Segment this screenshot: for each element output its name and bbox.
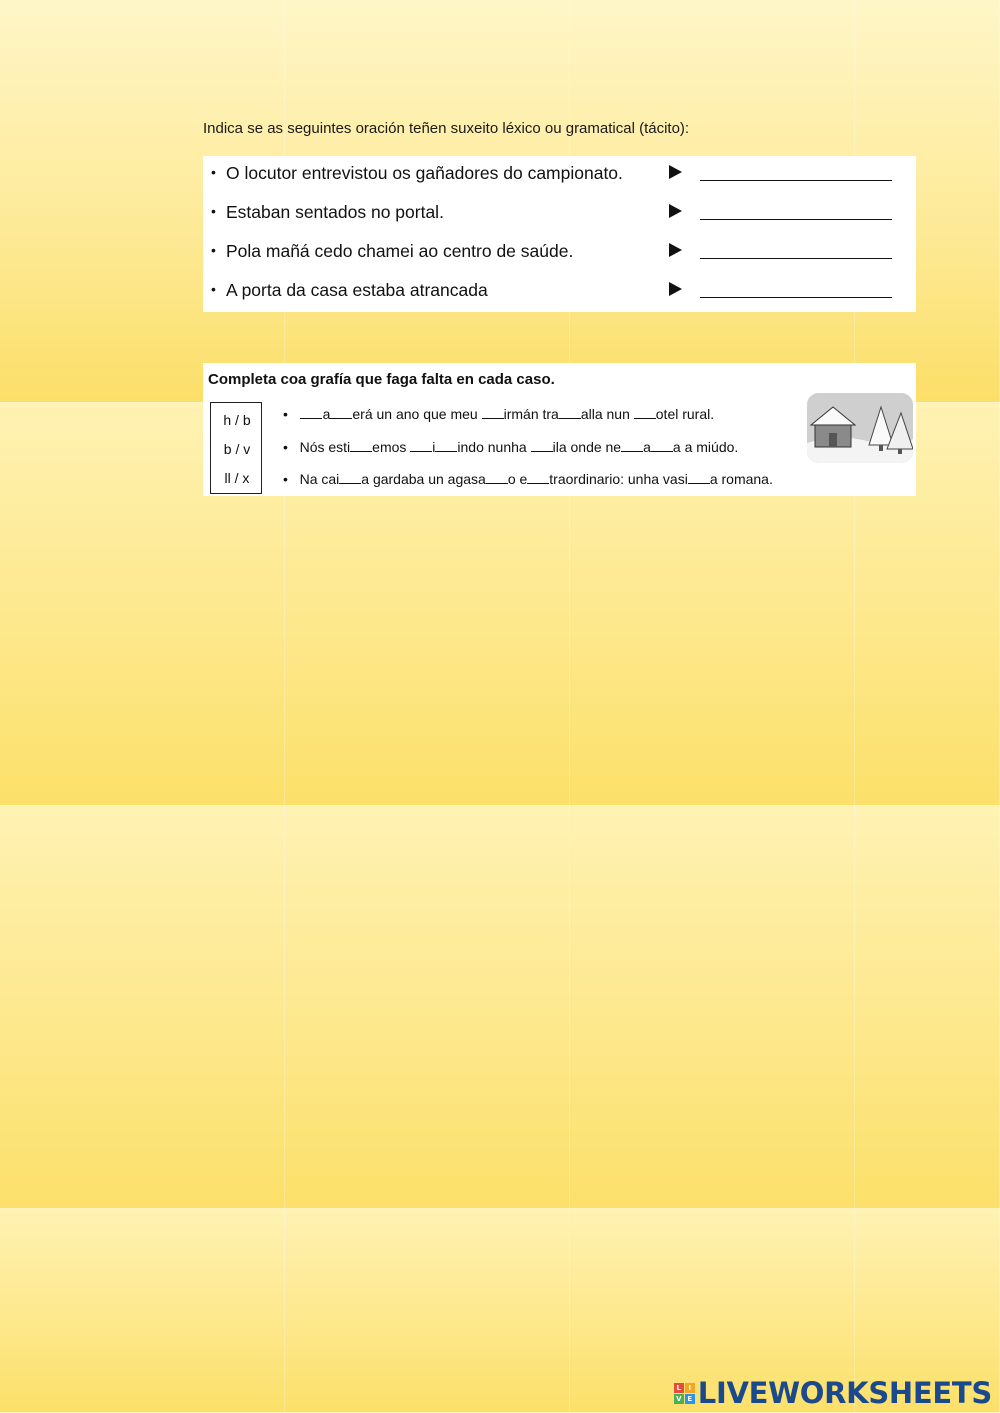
exercise2-sentence bbox=[283, 471, 773, 487]
answer-field[interactable] bbox=[700, 258, 892, 259]
bullet: • bbox=[211, 242, 216, 258]
text-segment: Na cai bbox=[299, 471, 340, 487]
sentence-text: A porta da casa estaba atrancada bbox=[226, 280, 488, 300]
blank-input[interactable] bbox=[621, 451, 643, 452]
text-segment: ila onde ne bbox=[552, 439, 622, 455]
exercise1-item bbox=[203, 195, 916, 234]
letter-options-box bbox=[210, 402, 262, 494]
text-segment: a bbox=[643, 439, 651, 455]
blank-input[interactable] bbox=[300, 418, 322, 419]
liveworksheets-logo bbox=[674, 1376, 992, 1410]
logo-text: LIVEWORKSHEETS bbox=[697, 1376, 992, 1410]
exercise1-panel bbox=[203, 156, 916, 312]
exercise1-item bbox=[203, 273, 916, 312]
play-arrow-icon bbox=[669, 204, 682, 218]
play-arrow-icon bbox=[669, 282, 682, 296]
exercise2-sentence bbox=[283, 439, 738, 455]
text-segment: irmán tra bbox=[503, 406, 559, 422]
bullet: • bbox=[283, 439, 288, 455]
sentence-text: O locutor entrevistou os gañadores do campionato. bbox=[226, 163, 623, 183]
exercise2-title: Completa coa grafía que faga falta en cada caso. bbox=[208, 371, 555, 388]
text-segment: indo nunha bbox=[457, 439, 531, 455]
bullet: • bbox=[283, 471, 288, 487]
blank-input[interactable] bbox=[350, 451, 372, 452]
blank-input[interactable] bbox=[651, 451, 673, 452]
text-segment: a bbox=[322, 406, 331, 422]
text-segment: alla nun bbox=[580, 406, 634, 422]
text-segment: a gardaba un agasa bbox=[361, 471, 486, 487]
blank-input[interactable] bbox=[435, 451, 457, 452]
blank-input[interactable] bbox=[339, 483, 361, 484]
exercise1-item bbox=[203, 156, 916, 195]
exercise2-panel bbox=[203, 363, 916, 496]
text-segment: a a miúdo. bbox=[672, 439, 739, 455]
play-arrow-icon bbox=[669, 165, 682, 179]
text-segment: Nós esti bbox=[299, 439, 351, 455]
blank-input[interactable] bbox=[482, 418, 504, 419]
logo-mark: L I V E bbox=[674, 1383, 695, 1404]
exercise1-instruction: Indica se as seguintes oración teñen suxeito léxico ou gramatical (tácito): bbox=[203, 120, 690, 137]
bullet: • bbox=[211, 164, 216, 180]
text-segment: o e bbox=[507, 471, 528, 487]
answer-field[interactable] bbox=[700, 297, 892, 298]
answer-field[interactable] bbox=[700, 180, 892, 181]
text-segment: traordinario: unha vasi bbox=[549, 471, 688, 487]
blank-input[interactable] bbox=[559, 418, 581, 419]
answer-field[interactable] bbox=[700, 219, 892, 220]
blank-input[interactable] bbox=[330, 418, 352, 419]
text-segment: i bbox=[432, 439, 436, 455]
bullet: • bbox=[211, 203, 216, 219]
blank-input[interactable] bbox=[688, 483, 710, 484]
bullet: • bbox=[211, 281, 216, 297]
letter-option: b / v bbox=[223, 441, 251, 457]
sentence-text: Pola mañá cedo chamei ao centro de saúde. bbox=[226, 241, 574, 261]
text-segment: emos bbox=[372, 439, 411, 455]
letter-option: ll / x bbox=[224, 470, 250, 486]
blank-input[interactable] bbox=[531, 451, 553, 452]
text-segment: erá un ano que meu bbox=[352, 406, 482, 422]
bullet: • bbox=[283, 406, 288, 422]
text-segment: otel rural. bbox=[655, 406, 715, 422]
exercise2-sentence bbox=[283, 406, 714, 422]
letter-option: h / b bbox=[223, 412, 251, 428]
exercise1-item bbox=[203, 234, 916, 273]
winter-house-illustration bbox=[807, 393, 913, 463]
blank-input[interactable] bbox=[634, 418, 656, 419]
text-segment: a romana. bbox=[709, 471, 773, 487]
blank-input[interactable] bbox=[527, 483, 549, 484]
blank-input[interactable] bbox=[486, 483, 508, 484]
blank-input[interactable] bbox=[410, 451, 432, 452]
sentence-text: Estaban sentados no portal. bbox=[226, 202, 444, 222]
play-arrow-icon bbox=[669, 243, 682, 257]
